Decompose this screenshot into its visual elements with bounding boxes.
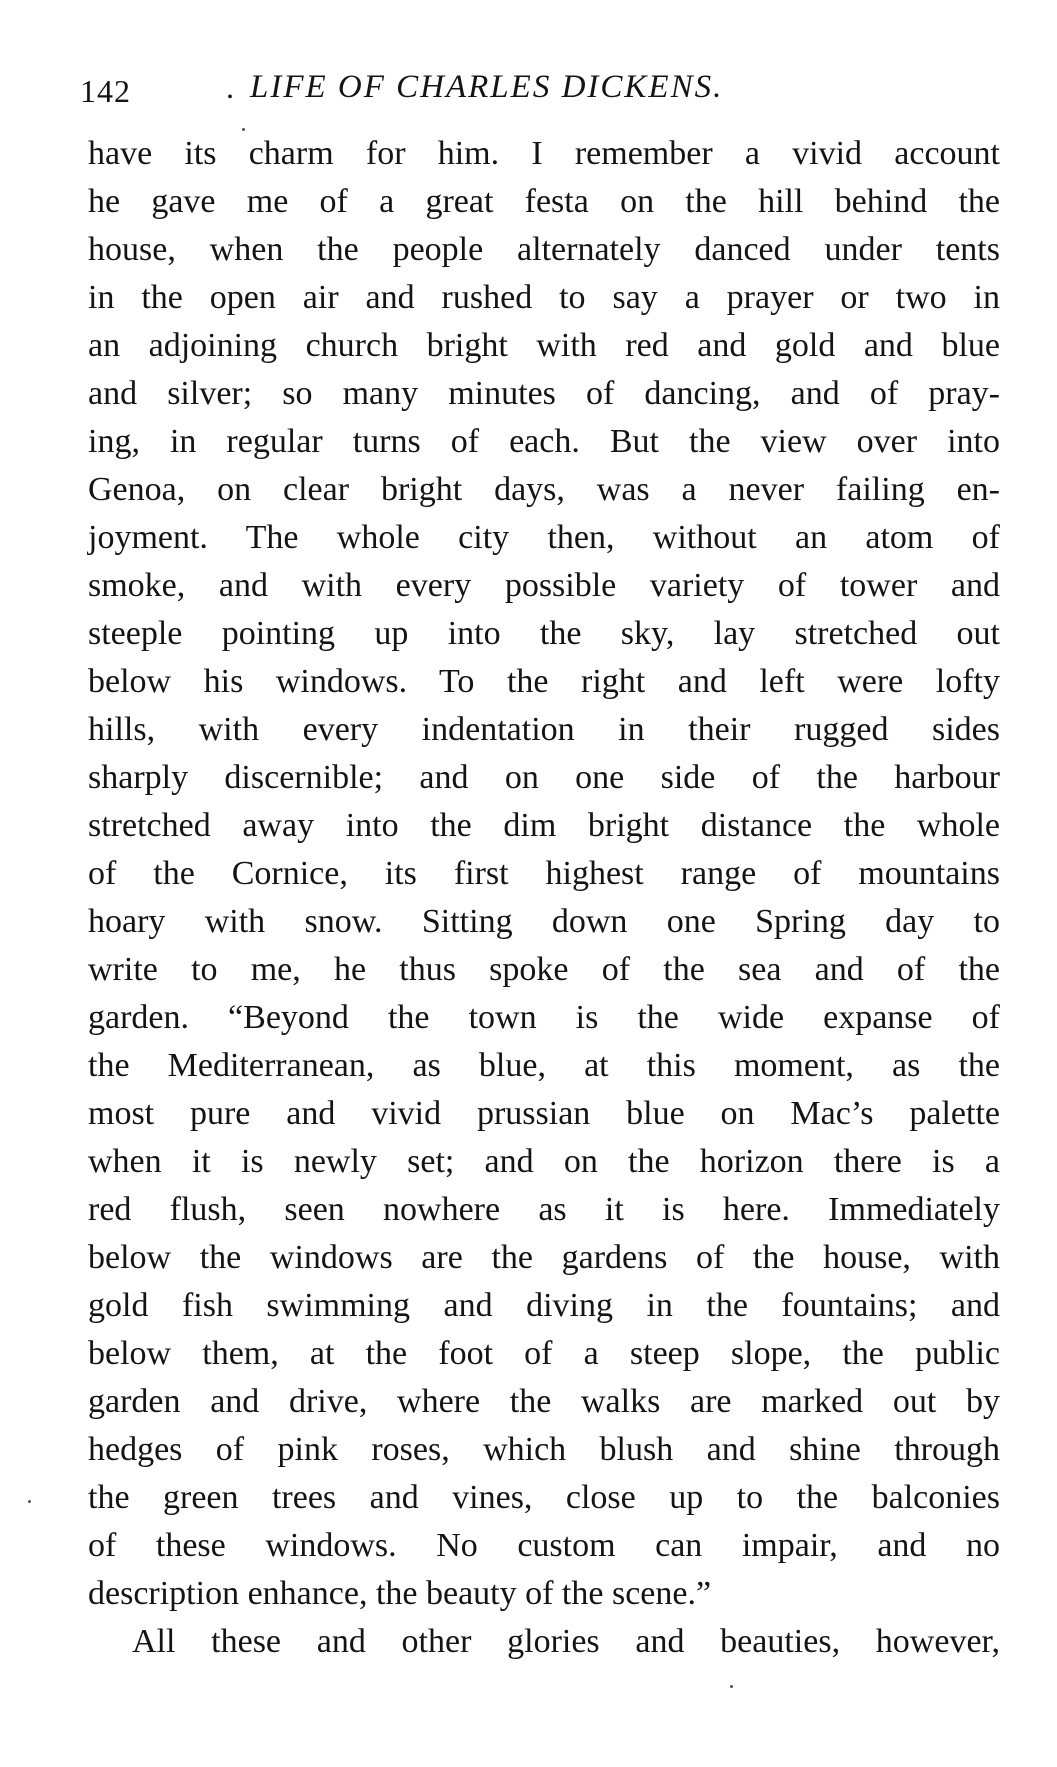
text-line: gold fish swimming and diving in the fountains; and: [88, 1287, 1000, 1324]
text-line: hills, with every indentation in their rugged sides: [88, 711, 1000, 748]
scan-speck: [28, 1500, 31, 1503]
scan-speck: [730, 1685, 733, 1688]
paragraph: [88, 1618, 1000, 1666]
text-line: house, when the people alternately danced under tents: [88, 231, 1000, 268]
page-number: 142: [80, 73, 131, 109]
text-line: sharply discernible; and on one side of the harbour: [88, 759, 1000, 796]
text-line: most pure and vivid prussian blue on Mac’s palette: [88, 1095, 1000, 1132]
text-line: an adjoining church bright with red and gold and blue: [88, 327, 1000, 364]
text-line: garden and drive, where the walks are marked out by: [88, 1383, 1000, 1420]
text-line: description enhance, the beauty of the scene.”: [88, 1575, 712, 1612]
text-line: have its charm for him. I remember a vivid account: [88, 135, 1000, 172]
text-line: of these windows. No custom can impair, and no: [88, 1527, 1000, 1564]
running-title: LIFE OF CHARLES DICKENS.: [250, 69, 724, 105]
text-line: he gave me of a great festa on the hill behind the: [88, 183, 1000, 220]
text-line: Genoa, on clear bright days, was a never failing en-: [88, 471, 1000, 508]
running-head: [80, 62, 980, 112]
text-line: when it is newly set; and on the horizon there is a: [88, 1143, 1000, 1180]
text-line: and silver; so many minutes of dancing, and of pray-: [88, 375, 1000, 412]
text-line: All these and other glories and beauties, however,: [132, 1623, 1000, 1660]
text-line: joyment. The whole city then, without an atom of: [88, 519, 1000, 556]
text-line: the Mediterranean, as blue, at this moment, as the: [88, 1047, 1000, 1084]
text-line: the green trees and vines, close up to the balconies: [88, 1479, 1000, 1516]
text-line: hedges of pink roses, which blush and shine through: [88, 1431, 1000, 1468]
text-line: below the windows are the gardens of the house, with: [88, 1239, 1000, 1276]
text-line: ing, in regular turns of each. But the view over into: [88, 423, 1000, 460]
text-line: below his windows. To the right and left were lofty: [88, 663, 1000, 700]
text-line: stretched away into the dim bright distance the whole: [88, 807, 1000, 844]
running-head-dot: .: [226, 69, 234, 105]
paragraph: [88, 130, 1000, 1618]
text-line: smoke, and with every possible variety of tower and: [88, 567, 1000, 604]
scan-speck: [242, 128, 245, 131]
text-line: steeple pointing up into the sky, lay stretched out: [88, 615, 1000, 652]
text-line: red flush, seen nowhere as it is here. Immediately: [88, 1191, 1000, 1228]
text-line: write to me, he thus spoke of the sea and of the: [88, 951, 1000, 988]
text-line: garden. “Beyond the town is the wide expanse of: [88, 999, 1000, 1036]
body-text: [88, 130, 1000, 1666]
text-line: below them, at the foot of a steep slope, the public: [88, 1335, 1000, 1372]
text-line: of the Cornice, its first highest range of mountains: [88, 855, 1000, 892]
text-line: hoary with snow. Sitting down one Spring day to: [88, 903, 1000, 940]
text-line: in the open air and rushed to say a prayer or two in: [88, 279, 1000, 316]
